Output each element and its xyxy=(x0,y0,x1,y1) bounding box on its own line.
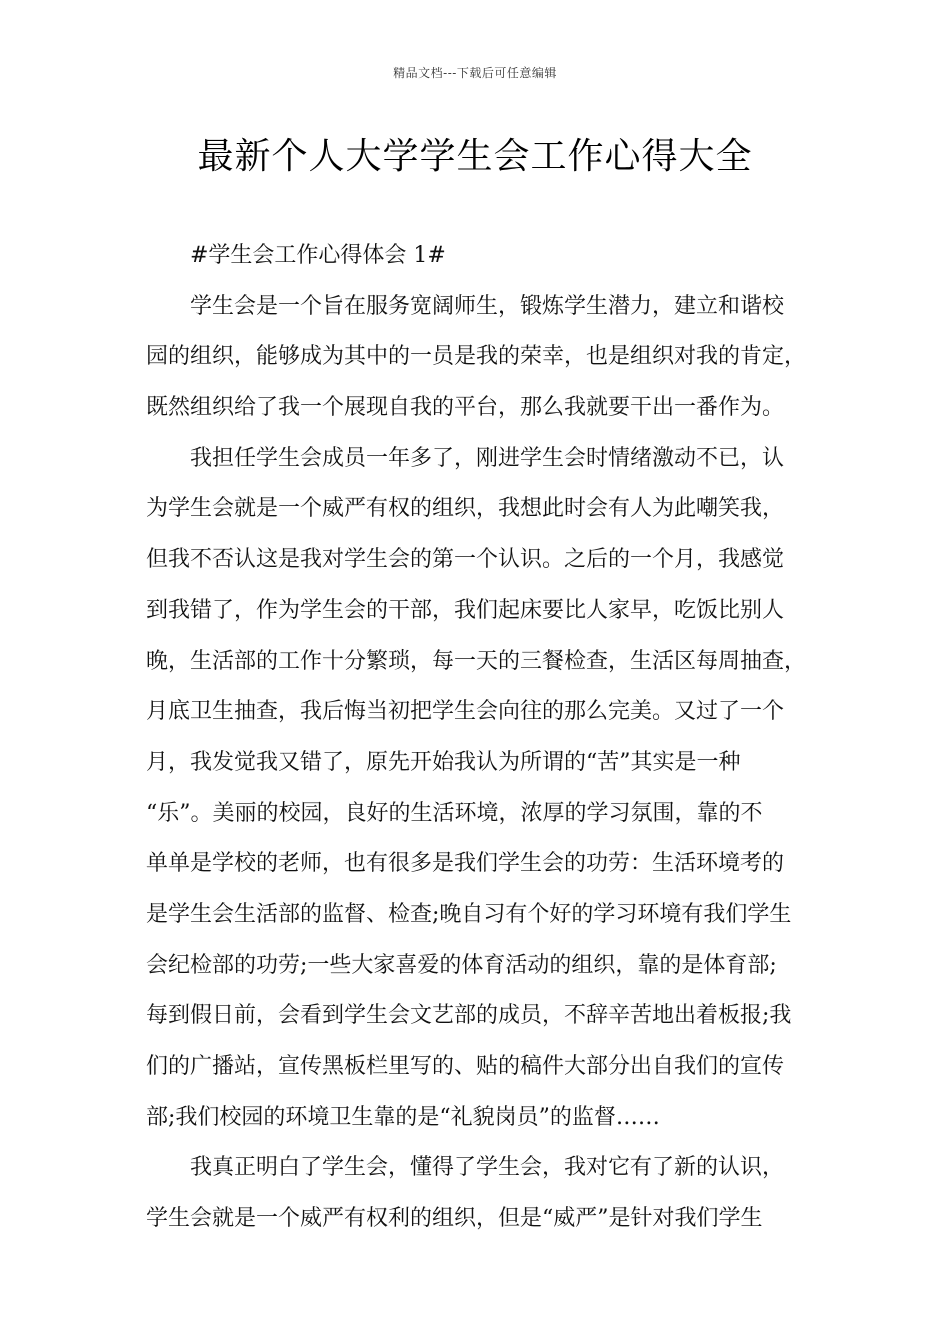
paragraph-line: 到我错了，作为学生会的干部，我们起床要比人家早，吃饭比别人 xyxy=(146,597,785,623)
paragraph-line: 晚，生活部的工作十分繁琐，每一天的三餐检查，生活区每周抽查， xyxy=(146,648,807,674)
paragraph-line: 每到假日前，会看到学生会文艺部的成员，不辞辛苦地出着板报;我 xyxy=(146,1003,792,1029)
paragraph-line: 月，我发觉我又错了，原先开始我认为所谓的“苦”其实是一种 xyxy=(146,749,741,775)
paragraph-line: 园的组织，能够成为其中的一员是我的荣幸，也是组织对我的肯定， xyxy=(146,344,807,370)
paragraph-line: 部;我们校园的环境卫生靠的是“礼貌岗员”的监督…… xyxy=(146,1104,660,1130)
paragraph-line: 会纪检部的功劳;一些大家喜爱的体育活动的组织，靠的是体育部; xyxy=(146,952,777,978)
paragraph-line: 们的广播站，宣传黑板栏里写的、贴的稿件大部分出自我们的宣传 xyxy=(146,1054,785,1079)
section-heading: #学生会工作心得体会 1# xyxy=(190,243,446,268)
paragraph-line: 单单是学校的老师，也有很多是我们学生会的功劳：生活环境考的 xyxy=(146,851,785,877)
paragraph-line: 月底卫生抽查，我后悔当初把学生会向往的那么完美。又过了一个 xyxy=(146,699,785,725)
document-title: 最新个人大学学生会工作心得大全 xyxy=(197,136,753,177)
paragraph-line: 既然组织给了我一个展现自我的平台，那么我就要干出一番作为。 xyxy=(146,395,785,421)
document-body xyxy=(146,231,818,1245)
paragraph-line: 为学生会就是一个威严有权的组织，我想此时会有人为此嘲笑我， xyxy=(146,496,785,522)
paragraph-line: 学生会就是一个威严有权利的组织，但是“威严”是针对我们学生 xyxy=(146,1206,763,1232)
paragraph-line: 但我不否认这是我对学生会的第一个认识。之后的一个月，我感觉 xyxy=(146,547,785,573)
paragraph-line: 是学生会生活部的监督、检查;晚自习有个好的学习环境有我们学生 xyxy=(146,901,792,927)
paragraph-line: “乐”。美丽的校园，良好的生活环境，浓厚的学习氛围，靠的不 xyxy=(146,800,763,826)
paragraph-line: 学生会是一个旨在服务宽阔师生，锻炼学生潜力，建立和谐校 xyxy=(190,293,785,319)
header-note: 精品文档---下载后可任意编辑 xyxy=(393,66,557,80)
paragraph-line: 我真正明白了学生会，懂得了学生会，我对它有了新的认识， xyxy=(190,1155,785,1181)
paragraph-line: 我担任学生会成员一年多了，刚进学生会时情绪激动不已，认 xyxy=(190,445,785,471)
